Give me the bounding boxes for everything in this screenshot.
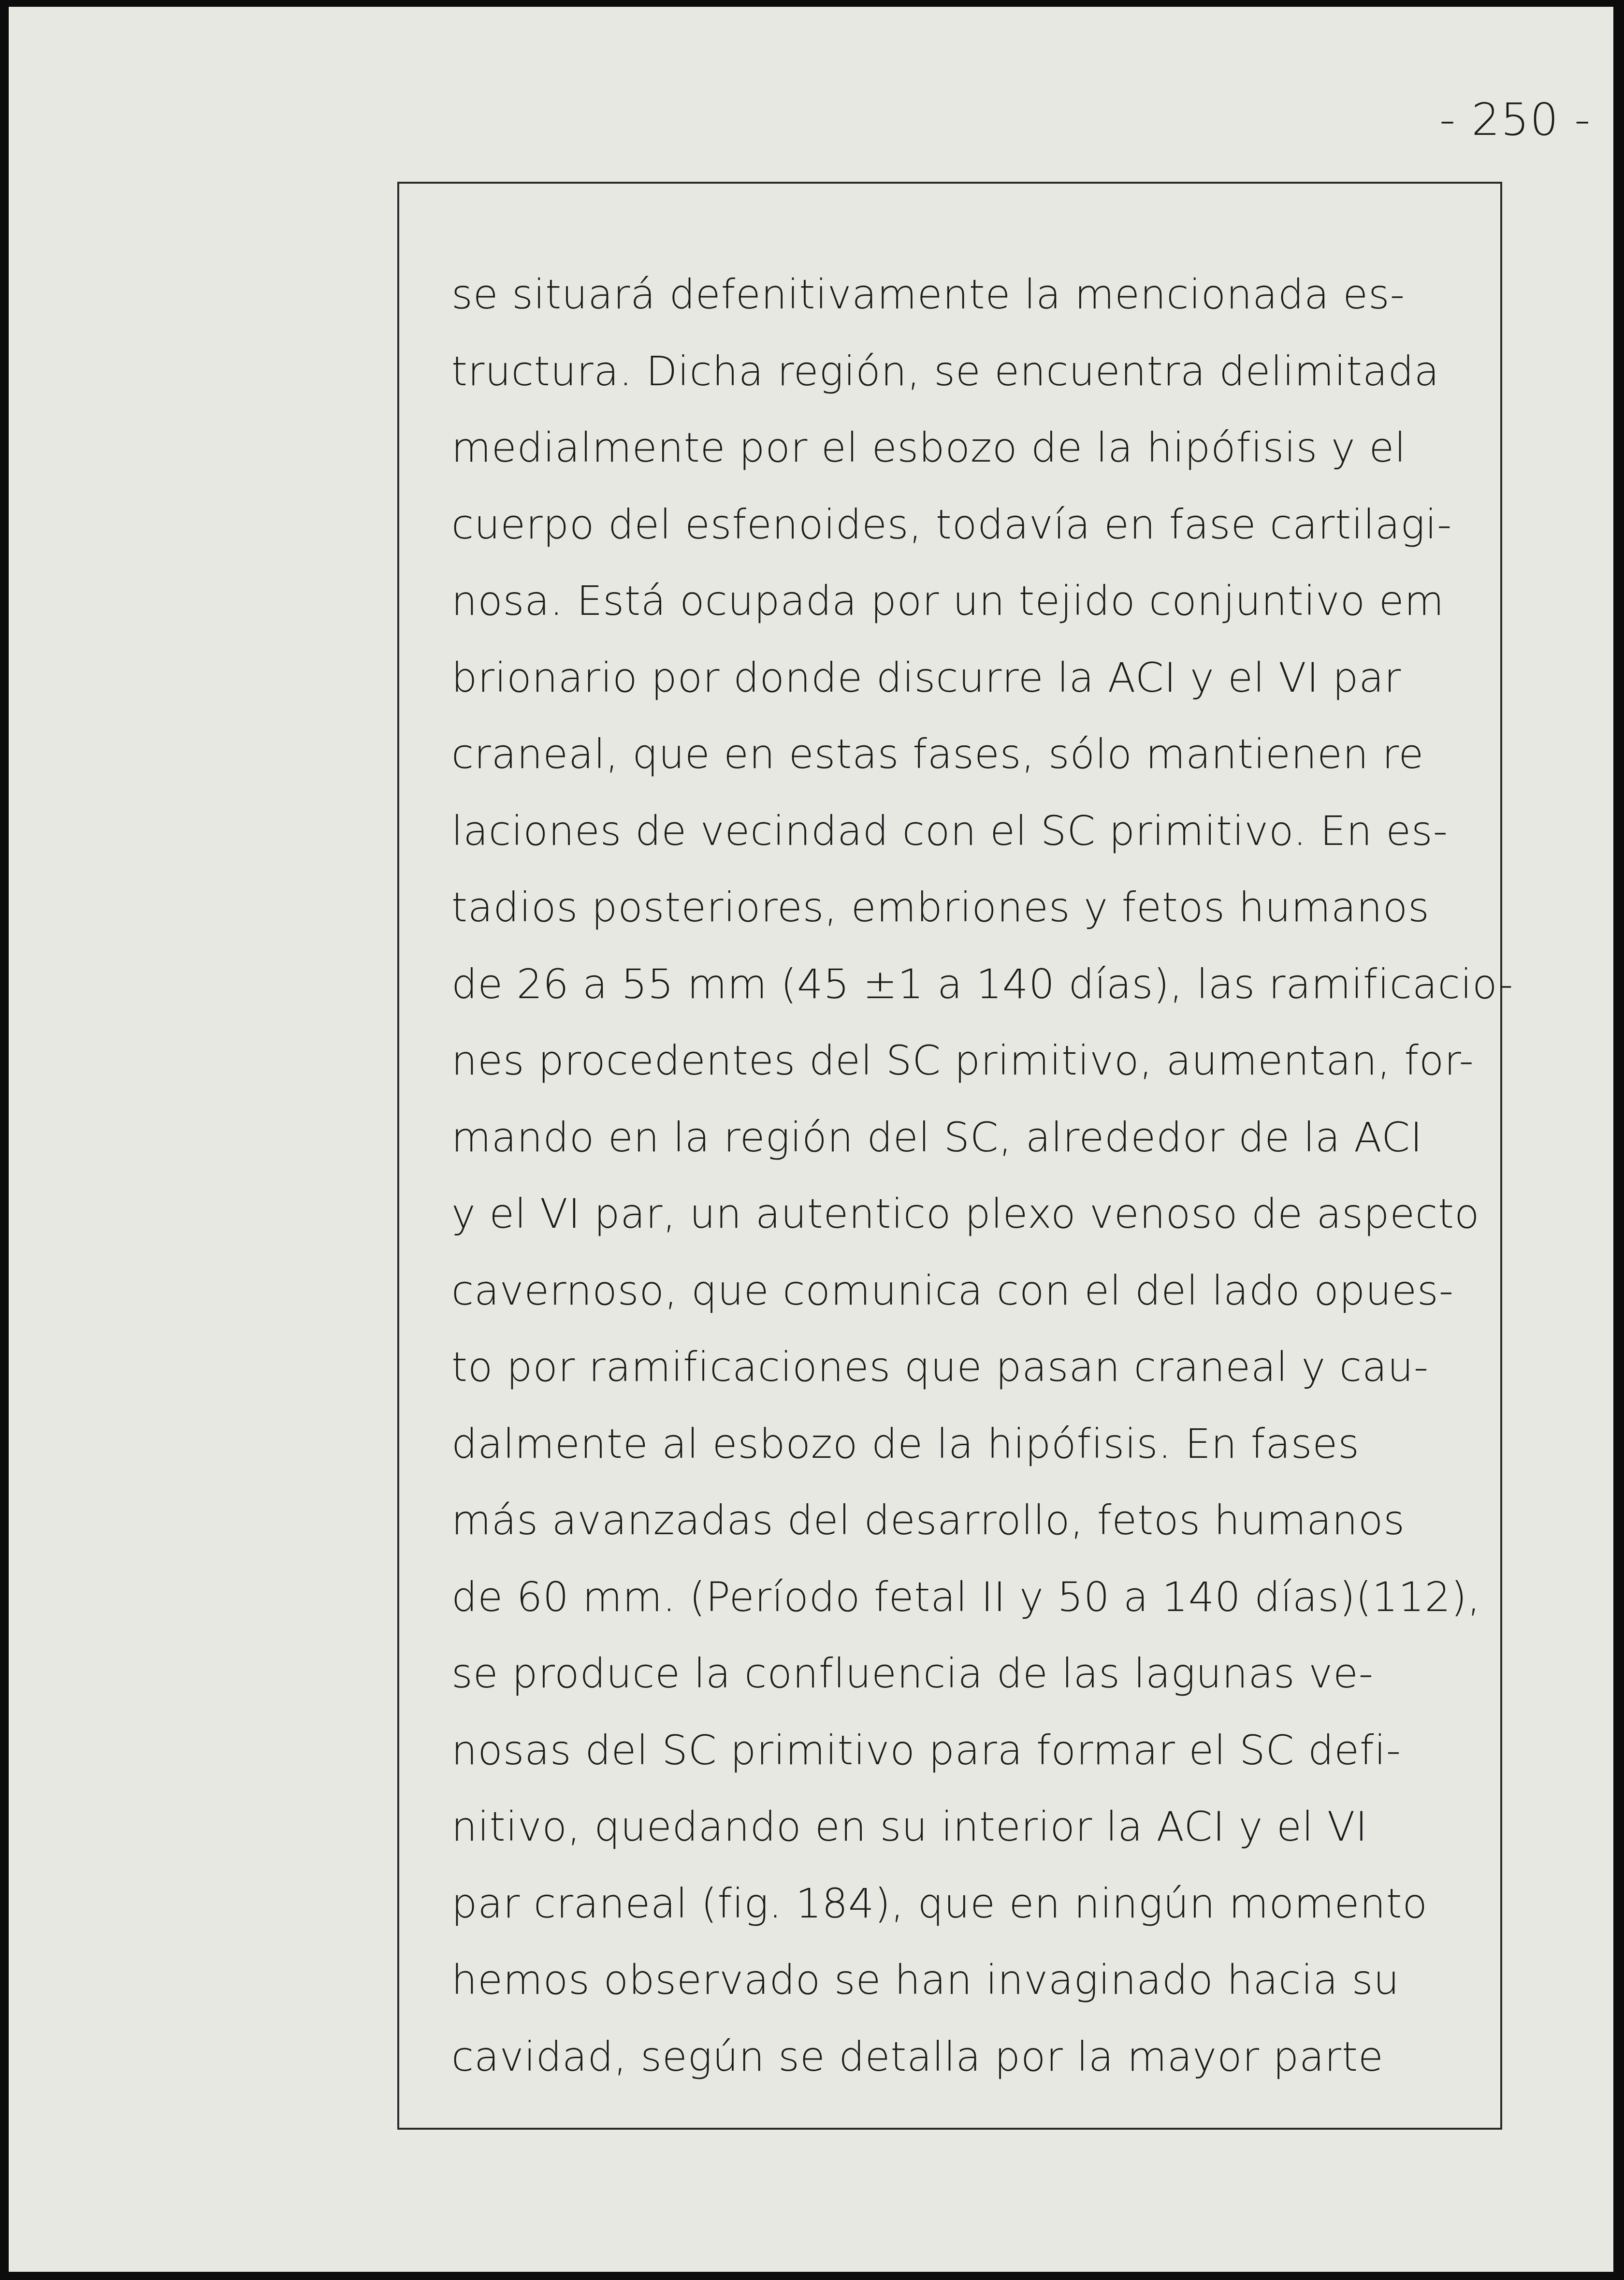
text-line: brionario por donde discurre la ACI y el VI par	[451, 654, 1402, 701]
text-line: se situará defenitivamente la mencionada es-	[451, 271, 1406, 318]
document-page	[9, 7, 1613, 2272]
text-line: craneal, que en estas fases, sólo mantienen re	[451, 730, 1424, 778]
text-line: más avanzadas del desarrollo, fetos humanos	[451, 1496, 1406, 1544]
text-line: nitivo, quedando en su interior la ACI y el VI	[451, 1803, 1368, 1850]
page-number: - 250 -	[1439, 94, 1592, 145]
body-text	[451, 256, 1514, 2095]
text-line: hemos observado se han invaginado hacia su	[451, 1956, 1400, 2004]
text-line: cavernoso, que comunica con el del lado opues-	[451, 1266, 1454, 1314]
text-line: de 26 a 55 mm (45 ±1 a 140 días), las ramificacio-	[451, 960, 1514, 1008]
text-line: par craneal (fig. 184), que en ningún momento	[451, 1879, 1428, 1927]
text-line: laciones de vecindad con el SC primitivo. En es-	[451, 807, 1449, 855]
text-line: cavidad, según se detalla por la mayor parte	[451, 2033, 1384, 2080]
text-line: tadios posteriores, embriones y fetos humanos	[451, 884, 1430, 931]
text-line: nosa. Está ocupada por un tejido conjuntivo em	[451, 577, 1445, 624]
text-line: tructura. Dicha región, se encuentra delimitada	[451, 347, 1440, 395]
text-line: nes procedentes del SC primitivo, aumentan, for-	[451, 1037, 1474, 1084]
text-line: medialmente por el esbozo de la hipófisis y el	[451, 424, 1406, 471]
text-line: cuerpo del esfenoides, todavía en fase cartilagi-	[451, 500, 1452, 548]
text-line: de 60 mm. (Período fetal II y 50 a 140 días)(112),	[451, 1573, 1481, 1621]
text-line: se produce la confluencia de las lagunas ve-	[451, 1650, 1374, 1697]
text-line: y el VI par, un autentico plexo venoso de aspecto	[451, 1190, 1480, 1237]
text-line: to por ramificaciones que pasan craneal y cau-	[451, 1343, 1429, 1391]
text-line: nosas del SC primitivo para formar el SC defi-	[451, 1726, 1402, 1774]
text-frame	[397, 182, 1514, 2130]
text-line: dalmente al esbozo de la hipófisis. En fases	[451, 1420, 1360, 1467]
text-line: mando en la región del SC, alrededor de la ACI	[451, 1113, 1423, 1161]
